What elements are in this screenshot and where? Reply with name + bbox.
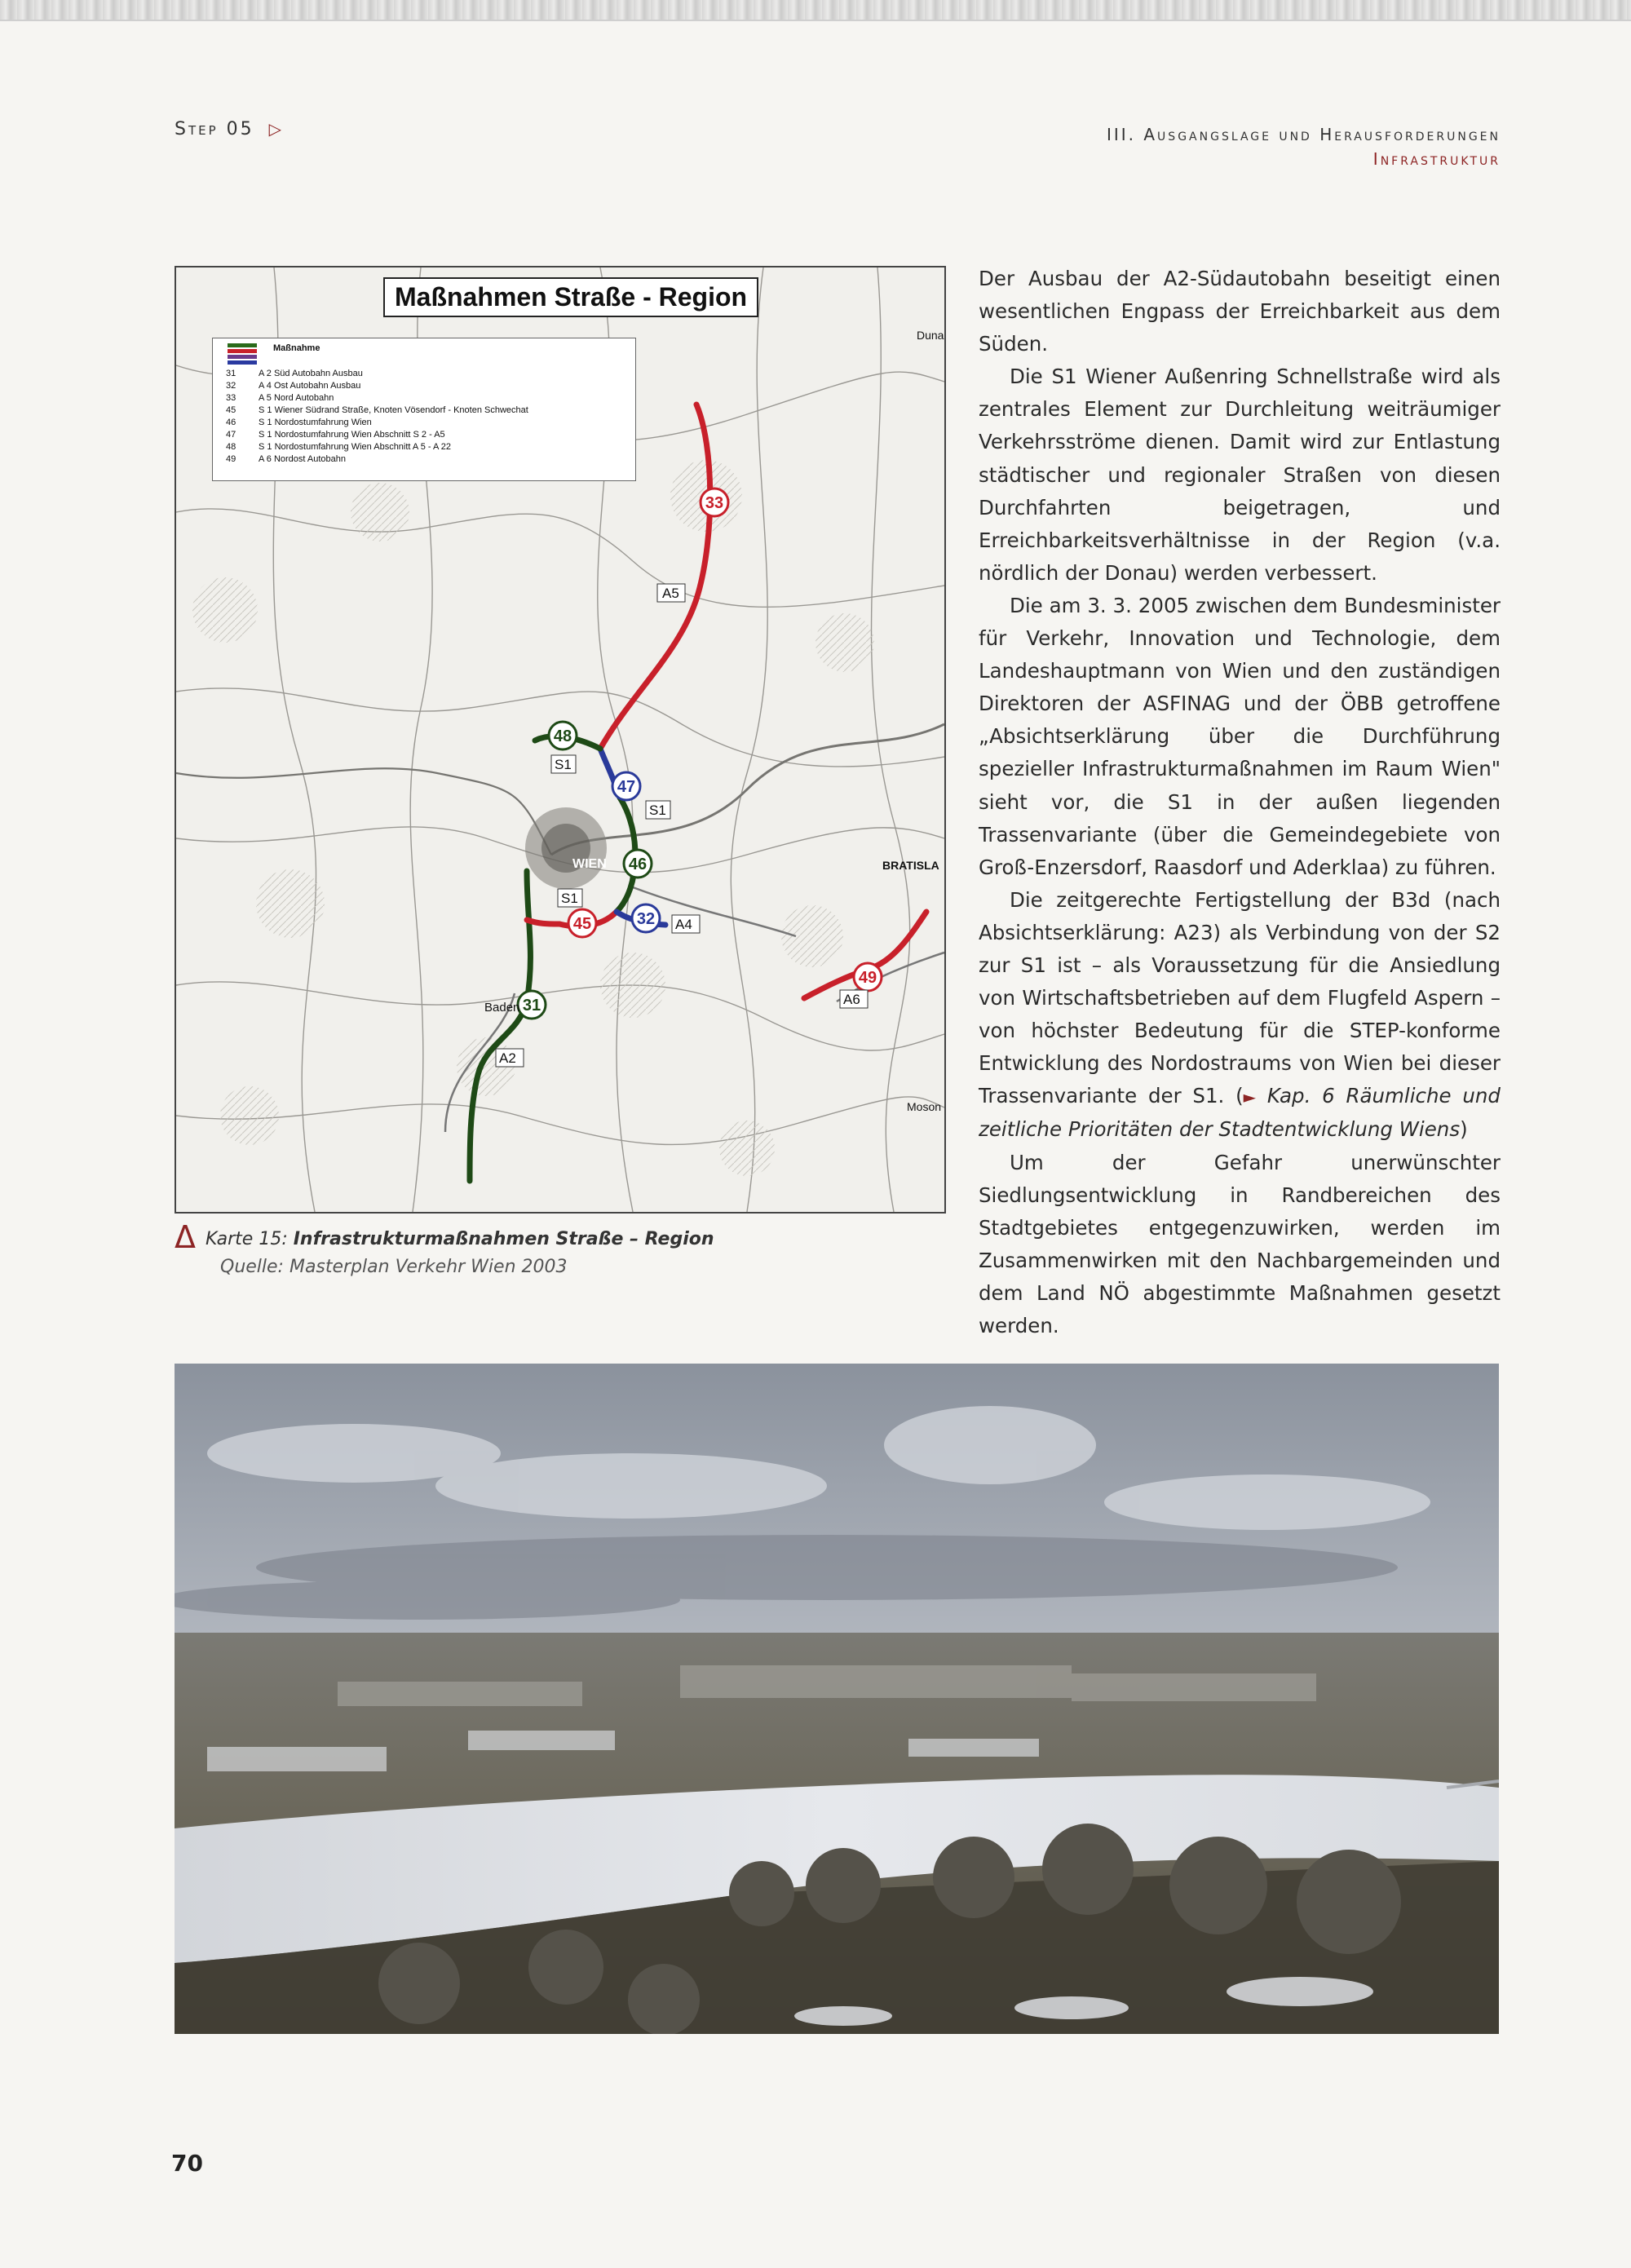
road-s1-east: S1 bbox=[649, 802, 666, 818]
legend-row-number: 46 bbox=[226, 418, 236, 427]
legend-row bbox=[226, 429, 528, 441]
legend-row-number: 49 bbox=[226, 454, 236, 464]
legend-row bbox=[226, 417, 528, 429]
legend-row-label: S 1 Nordostumfahrung Wien Abschnitt S 2 - A5 bbox=[259, 430, 445, 440]
legend-row bbox=[226, 441, 528, 453]
legend-row-number: 32 bbox=[226, 381, 236, 391]
caption-delta-icon: Δ bbox=[175, 1219, 196, 1255]
photo-canvas bbox=[175, 1364, 1499, 2034]
legend-row-label: A 4 Ost Autobahn Ausbau bbox=[259, 381, 361, 391]
scan-edge bbox=[0, 20, 1631, 21]
legend-row-label: S 1 Nordostumfahrung Wien Abschnitt A 5 - A 22 bbox=[259, 442, 452, 452]
caption-source: Quelle: Masterplan Verkehr Wien 2003 bbox=[220, 1257, 568, 1277]
map-legend bbox=[212, 338, 636, 481]
place-wien: WIEN bbox=[572, 857, 607, 871]
legend-swatch-green bbox=[228, 343, 257, 347]
legend-row-number: 48 bbox=[226, 442, 236, 452]
legend-row-number: 33 bbox=[226, 393, 236, 403]
legend-row bbox=[226, 380, 528, 392]
legend-row-label: A 2 Süd Autobahn Ausbau bbox=[259, 369, 363, 378]
legend-row-number: 45 bbox=[226, 405, 236, 415]
legend-row-number: 31 bbox=[226, 369, 236, 378]
section-title: III. Ausgangslage und Herausforderungen bbox=[1106, 125, 1501, 144]
legend-row-label: S 1 Wiener Südrand Straße, Knoten Vösendorf - Knoten Schwechat bbox=[259, 405, 528, 415]
place-dunajska: Duna bbox=[917, 329, 944, 342]
caption-karte: Karte 15: bbox=[206, 1229, 288, 1249]
road-s1-south: S1 bbox=[561, 891, 578, 906]
map-title: Maßnahmen Straße - Region bbox=[383, 277, 758, 317]
legend-row bbox=[226, 405, 528, 417]
scan-border bbox=[0, 0, 1631, 20]
route-47: 47 bbox=[617, 778, 636, 796]
legend-swatch-blue bbox=[228, 360, 257, 365]
legend-swatch-red bbox=[228, 349, 257, 353]
legend-row-label: A 6 Nordost Autobahn bbox=[259, 454, 347, 464]
legend-row-label: S 1 Nordostumfahrung Wien bbox=[259, 418, 372, 427]
legend-row bbox=[226, 453, 528, 466]
route-49: 49 bbox=[858, 969, 877, 987]
place-bratislava: BRATISLA bbox=[882, 859, 939, 872]
route-48: 48 bbox=[553, 727, 572, 745]
legend-row bbox=[226, 392, 528, 405]
step-label: Step 05 bbox=[175, 119, 254, 139]
legend-row-number: 47 bbox=[226, 430, 236, 440]
map-caption bbox=[175, 1219, 714, 1281]
paragraph-1: Der Ausbau der A2-Südautobahn beseitigt einen wesentlichen Engpass der Erreichbarkeit aus dem Süden. bbox=[979, 267, 1501, 356]
legend-swatches bbox=[228, 343, 257, 366]
subsection-title: Infrastruktur bbox=[1372, 149, 1501, 169]
running-header-right bbox=[1107, 122, 1501, 171]
legend-rows bbox=[226, 368, 528, 466]
body-text-column bbox=[979, 263, 1501, 1342]
running-header-left bbox=[175, 119, 281, 139]
paragraph-2: Die S1 Wiener Außenring Schnellstraße wird als zentrales Element zur Durchleitung weiträumiger Verkehrsströme dienen. Damit wird zur Entlastung städtischer und regionaler Straßen von diesen Durchfahrten beigetragen, und Erreichbarkeitsverhältnisse in der Region (v.a. nördlich der Donau) werden verbessert. bbox=[979, 365, 1501, 585]
legend-swatch-purple bbox=[228, 355, 257, 359]
road-s1-north: S1 bbox=[555, 757, 572, 772]
place-baden: Baden bbox=[484, 1001, 520, 1015]
paragraph-3: Die am 3. 3. 2005 zwischen dem Bundesminister für Verkehr, Innovation und Technologie, dem Landeshauptmann von Wien und den zuständigen Direktoren der ASFINAG und der ÖBB getroffene „Absichtserklärung über die Durchführung spezieller Infrastrukturmaßnahmen im Raum Wien" sieht vor, die S1 in der außen liegenden Trassenvariante (über die Gemeindegebiete von Groß-Enzersdorf, Raasdorf und Aderklaa) zu führen. bbox=[979, 593, 1501, 879]
place-moson: Moson bbox=[907, 1100, 942, 1113]
paragraph-4-end: ) bbox=[1460, 1117, 1468, 1142]
cross-reference-arrow-icon: ► bbox=[1243, 1087, 1257, 1107]
legend-row bbox=[226, 368, 528, 380]
page-number: 70 bbox=[171, 2150, 203, 2177]
route-46: 46 bbox=[628, 855, 648, 873]
road-a5: A5 bbox=[662, 586, 679, 601]
cross-reference-link[interactable]: Kap. 6 Räumliche und zeitliche Prioritäten der Stadtentwicklung Wiens bbox=[979, 1084, 1501, 1142]
caption-title: Infrastrukturmaßnahmen Straße – Region bbox=[293, 1229, 714, 1249]
region-road-map bbox=[175, 266, 946, 1214]
play-outline-icon: ▷ bbox=[268, 119, 282, 139]
route-45: 45 bbox=[572, 915, 592, 933]
route-31: 31 bbox=[522, 997, 541, 1015]
road-a4: A4 bbox=[675, 917, 692, 932]
road-a6: A6 bbox=[843, 992, 860, 1007]
route-33: 33 bbox=[705, 494, 724, 512]
paragraph-4-text: Die zeitgerechte Fertigstellung der B3d (nach Absichtserklärung: A23) als Verbindung von der S2 zur S1 ist – als Voraussetzung für die Ansiedlung von Wirtschaftsbetrieben auf dem Flugfeld Aspern – von höchster Bedeutung für die STEP-konforme Entwicklung des Nordostraums von Wien bei dieser Trassenvariante der S1. ( bbox=[979, 887, 1501, 1108]
road-a2: A2 bbox=[499, 1050, 516, 1066]
paragraph-4 bbox=[979, 884, 1501, 1147]
legend-row-label: A 5 Nord Autobahn bbox=[259, 393, 334, 403]
aerial-photo-danube bbox=[175, 1364, 1499, 2034]
route-32: 32 bbox=[636, 910, 656, 928]
paragraph-5: Um der Gefahr unerwünschter Siedlungsentwicklung in Randbereichen des Stadtgebietes entgegenzuwirken, werden im Zusammenwirken mit den Nachbargemeinden und dem Land NÖ abgestimmte Maßnahmen gesetzt werden. bbox=[979, 1150, 1501, 1337]
legend-title: Maßnahme bbox=[273, 343, 320, 353]
